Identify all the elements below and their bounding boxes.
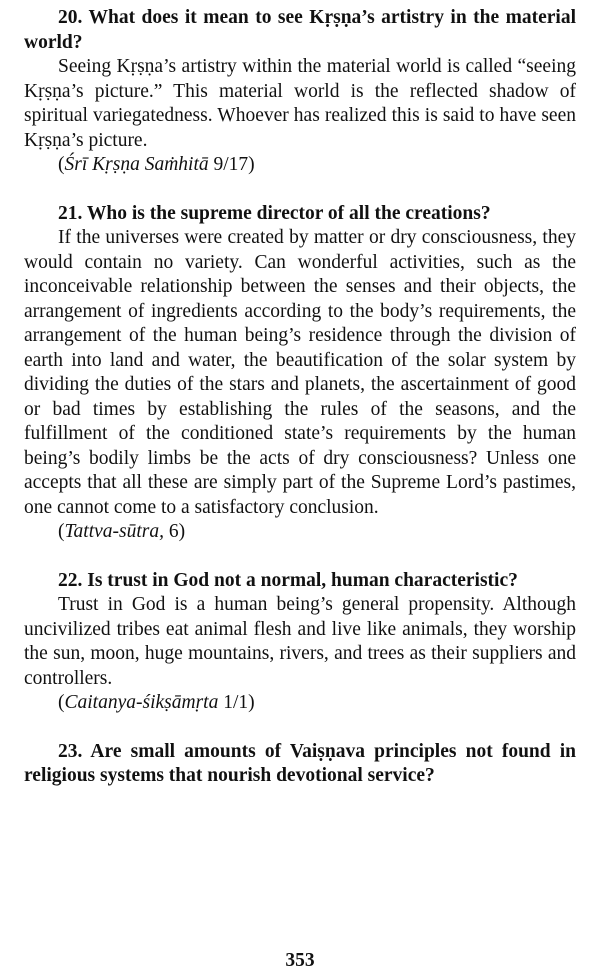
source-citation: (Śrī Kṛṣṇa Saṁhitā 9/17) — [58, 154, 255, 175]
source-ref: 1/1 — [223, 692, 249, 713]
page-body — [24, 6, 576, 813]
answer-paragraph: Seeing Kṛṣṇa’s artistry within the material world is called “seeing Kṛṣṇa’s picture.” This material world is the reflected shadow of spiritual variegatedness. Whoever has realized this is said to have seen Kṛṣṇa’s picture. — [24, 56, 576, 151]
source-title: Tattva-sūtra, — [64, 521, 165, 542]
qa-section-23 — [24, 740, 576, 789]
source-citation: (Tattva-sūtra, 6) — [58, 521, 186, 542]
answer-paragraph: If the universes were created by matter or dry consciousness, they would contain no variety. Can wonderful activities, such as the inconceivable relationship between the senses and their objects, the arrangement of ingredients according to the body’s requirements, the arrangement of the human being’s residence through the division of earth into land and water, the beautification of the solar system by dividing the duties of the stars and planets, the ascertainment of good or bad times by establishing the rules of the seasons, and the fulfillment of the conditioned state’s requirements by the human being’s bodily limbs be the acts of dry consciousness? Unless one accepts that all these are simply part of the Supreme Lord’s pastimes, one cannot come to a satisfactory conclusion. — [24, 227, 576, 518]
question-heading: 23. Are small amounts of Vaiṣṇava principles not found in religious systems that nourish devotional service? — [24, 740, 576, 786]
question-heading: 21. Who is the supreme director of all the creations? — [58, 202, 491, 224]
source-citation: (Caitanya-śikṣāmṛta 1/1) — [58, 692, 255, 713]
answer-paragraph: Trust in God is a human being’s general propensity. Although uncivilized tribes eat animal flesh and live like animals, they worship the sun, moon, huge mountains, rivers, and trees as their suppliers and controllers. — [24, 594, 576, 689]
qa-section-21 — [24, 202, 576, 545]
qa-section-22 — [24, 569, 576, 716]
source-ref: 6 — [168, 521, 179, 542]
source-title: Caitanya-śikṣāmṛta — [64, 692, 219, 713]
question-heading: 20. What does it mean to see Kṛṣṇa’s artistry in the material world? — [24, 7, 576, 53]
question-heading: 22. Is trust in God not a normal, human characteristic? — [58, 569, 518, 591]
source-ref: 9/17 — [213, 154, 249, 175]
source-title: Śrī Kṛṣṇa Saṁhitā — [64, 154, 209, 175]
qa-section-20 — [24, 6, 576, 178]
page-number: 353 — [285, 950, 315, 971]
